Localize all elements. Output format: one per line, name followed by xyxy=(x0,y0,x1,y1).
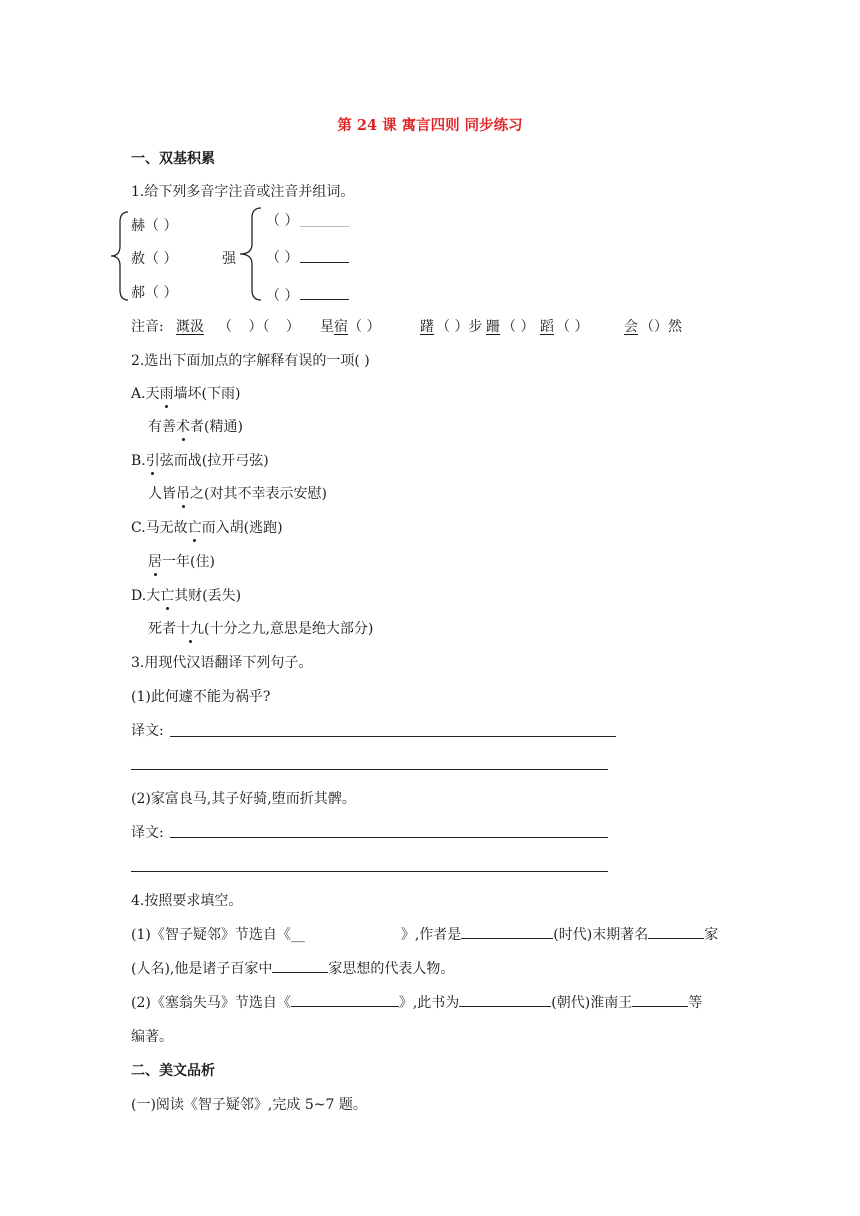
fill-blank[interactable] xyxy=(461,924,553,939)
q1-blank[interactable] xyxy=(300,262,349,263)
translation-label: 译文: xyxy=(131,723,164,739)
fill-blank[interactable] xyxy=(272,958,328,973)
q2-option-d: D.大亡其财(丢失) xyxy=(131,585,241,605)
q2-option-a-2: 有善术者(精通) xyxy=(148,416,243,436)
zhuyin-word: 躇 xyxy=(420,319,434,335)
q1-left-item: 赫（ ） xyxy=(131,218,178,234)
reading-intro: (一)阅读《智子疑邻》,完成 5~7 题。 xyxy=(131,1097,367,1113)
dotted-char: 雨 xyxy=(160,383,174,403)
fill-blank[interactable] xyxy=(648,924,704,939)
q1-left-item: 赦（ ） xyxy=(131,251,178,267)
answer-line[interactable] xyxy=(170,837,608,838)
dotted-char: 亡 xyxy=(160,585,174,605)
dotted-char: 十九 xyxy=(176,618,204,638)
right-brace-icon xyxy=(237,206,263,302)
zhuyin-blank: （ ） xyxy=(348,319,381,335)
section-heading-1: 一、双基积累 xyxy=(131,151,215,167)
dotted-char: 吊 xyxy=(176,483,190,503)
q3-sentence-1: (1)此何遽不能为祸乎? xyxy=(131,689,271,705)
dotted-char: 亡 xyxy=(188,517,202,537)
answer-line[interactable] xyxy=(131,769,608,770)
zhuyin-word: 溉汲 xyxy=(176,319,204,335)
section-heading-2: 二、美文品析 xyxy=(131,1063,215,1079)
q2-option-c: C.马无故亡而入胡(逃跑) xyxy=(131,517,283,537)
q2-option-d-2: 死者十九(十分之九,意思是绝大部分) xyxy=(148,618,373,638)
answer-line[interactable] xyxy=(131,871,608,872)
dotted-char: 引 xyxy=(146,450,160,470)
q4-line-2: (人名),他是诸子百家中 家思想的代表人物。 xyxy=(131,958,454,978)
q3-sentence-2: (2)家富良马,其子好骑,堕而折其髀。 xyxy=(131,791,356,807)
dotted-char: 术 xyxy=(176,416,190,436)
zhuyin-blank: （ ） xyxy=(502,319,535,335)
zhuyin-char: 星 xyxy=(320,319,334,335)
zhuyin-label: 注音: xyxy=(131,319,164,335)
q2-option-b-2: 人皆吊之(对其不幸表示安慰) xyxy=(148,483,327,503)
q2-option-c-2: 居一年(住) xyxy=(148,551,215,571)
fill-blank[interactable] xyxy=(632,992,688,1007)
zhuyin-word: 跚 xyxy=(486,319,500,335)
q2-option-a: A.天雨墙坏(下雨) xyxy=(131,383,241,403)
q4-line-1: (1)《智子疑邻》节选自《__ 》,作者是 (时代)末期著名 家 xyxy=(131,924,718,944)
q1-right-char: 强 xyxy=(222,251,236,267)
left-brace-icon xyxy=(108,210,130,302)
q1-blank[interactable] xyxy=(300,299,349,300)
translation-label: 译文: xyxy=(131,825,164,841)
q2-option-b: B.引弦而战(拉开弓弦) xyxy=(131,450,269,470)
q1-right-item: （ ） xyxy=(266,250,299,266)
dotted-char: 居 xyxy=(148,551,162,571)
q2-prompt: 2.选出下面加点的字解释有误的一项( ) xyxy=(131,353,370,369)
fill-blank[interactable] xyxy=(291,992,399,1007)
fill-blank[interactable] xyxy=(459,992,551,1007)
q4-line-4: 编著。 xyxy=(131,1029,173,1045)
zhuyin-word: 会 xyxy=(624,319,638,335)
q3-prompt: 3.用现代汉语翻译下列句子。 xyxy=(131,655,313,671)
q1-left-item: 郝（ ） xyxy=(131,285,178,301)
zhuyin-blank: （ ） xyxy=(556,319,589,335)
zhuyin-blank: （ ）步 xyxy=(436,319,483,335)
q4-prompt: 4.按照要求填空。 xyxy=(131,893,243,909)
answer-line[interactable] xyxy=(170,736,616,737)
q1-right-item: （ ） xyxy=(266,213,299,229)
zhuyin-word xyxy=(320,316,380,336)
q1-blank[interactable] xyxy=(300,226,349,227)
q4-line-3: (2)《塞翁失马》节选自《 》,此书为 (朝代)淮南王 等 xyxy=(131,992,702,1012)
page-title: 第 24 课 寓言四则 同步练习 xyxy=(337,117,523,134)
zhuyin-blank: （ ）（ ） xyxy=(218,319,300,335)
zhuyin-char-underlined: 宿 xyxy=(334,319,348,335)
q1-prompt: 1.给下列多音字注音或注音并组词。 xyxy=(131,184,355,200)
zhuyin-blank: （）然 xyxy=(640,319,682,335)
zhuyin-word: 蹈 xyxy=(540,319,554,335)
q1-right-item: （ ） xyxy=(266,288,299,304)
